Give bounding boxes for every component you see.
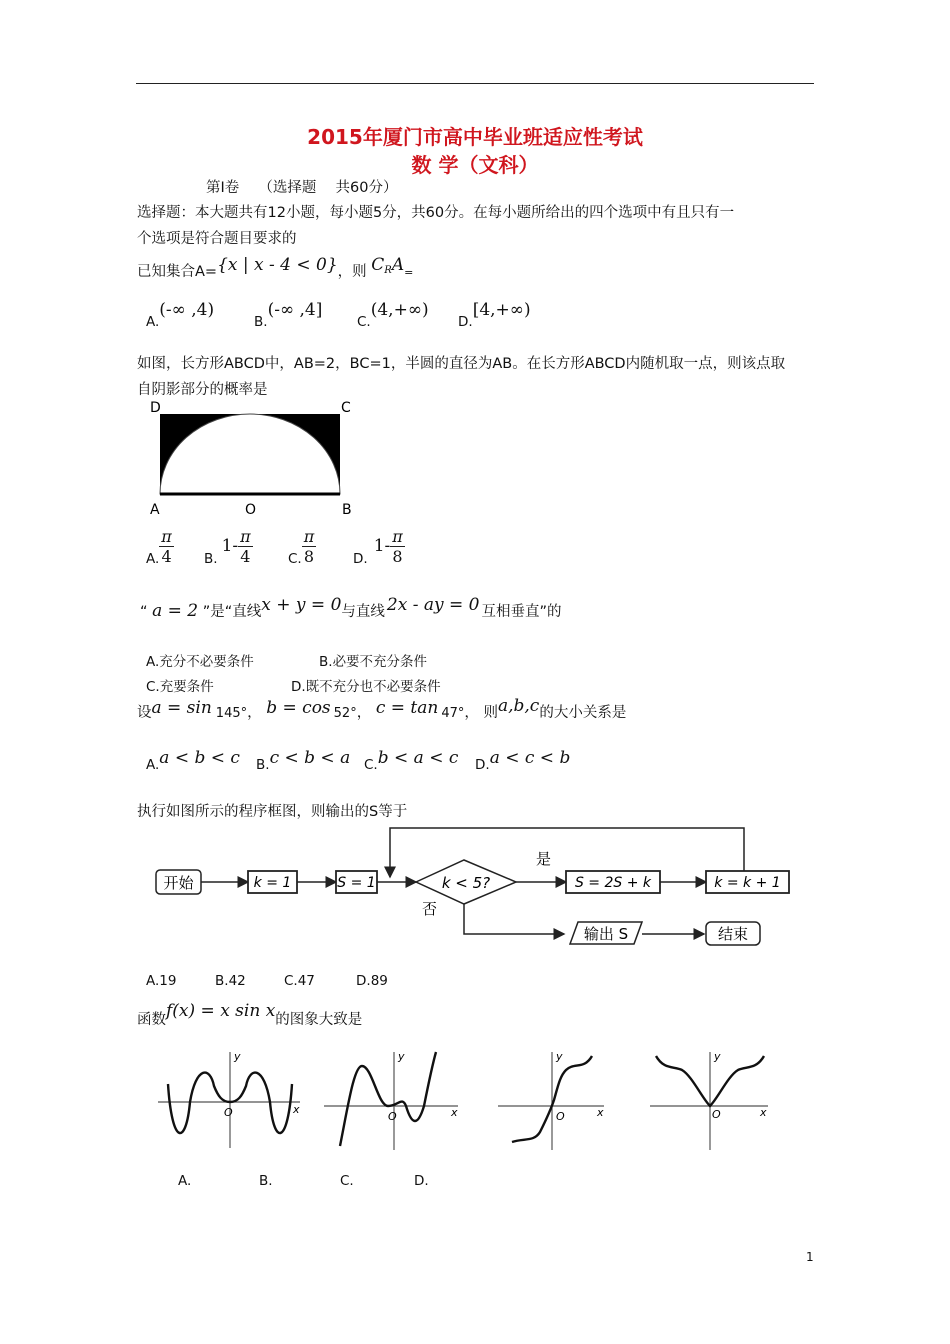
graph-a-label: A. xyxy=(178,1173,192,1189)
option-label: A. xyxy=(146,654,160,670)
q1-complement-sub: R xyxy=(384,265,392,276)
exam-title: 2015年厦门市高中毕业班适应性考试 xyxy=(307,125,643,149)
q4-option-b[interactable] xyxy=(256,748,351,773)
q6-stem xyxy=(137,1000,363,1028)
curve xyxy=(340,1052,436,1146)
graph-option-a[interactable] xyxy=(150,1046,310,1156)
label-a: A xyxy=(150,502,160,518)
option-label: A. xyxy=(146,314,160,330)
option-label: D. xyxy=(458,314,473,330)
q6-prefix: 函数 xyxy=(137,1012,166,1028)
q3-option-d[interactable] xyxy=(291,675,441,695)
y-axis-label: y xyxy=(234,1050,241,1063)
graph-option-b[interactable] xyxy=(318,1046,468,1156)
graph-option-c[interactable] xyxy=(494,1046,614,1156)
option-value: (4,+∞) xyxy=(370,300,429,320)
fraction-numerator: π xyxy=(240,527,251,546)
q6-suffix: 的图象大致是 xyxy=(275,1012,363,1028)
section-heading: 第Ⅰ卷 （选择题 共60分） xyxy=(206,180,398,196)
y-axis-label: y xyxy=(714,1050,721,1063)
origin-label: O xyxy=(712,1108,721,1121)
q2-option-c[interactable] xyxy=(288,527,316,566)
q3-condition: a = 2 xyxy=(152,601,199,621)
q5-option-a[interactable] xyxy=(146,973,176,989)
y-axis-label: y xyxy=(398,1050,405,1063)
fraction-denominator: 4 xyxy=(161,547,172,566)
subject-title: 数 学（文科） xyxy=(411,153,539,177)
fraction-numerator: π xyxy=(303,527,315,546)
q1-stem xyxy=(137,255,414,281)
origin-label: O xyxy=(556,1110,565,1123)
update-k-label: k = k + 1 xyxy=(714,875,781,891)
q4-option-c[interactable] xyxy=(364,748,459,773)
q4-comma: ， xyxy=(247,705,262,721)
q3-option-a[interactable] xyxy=(146,650,254,670)
q3-option-c[interactable] xyxy=(146,675,214,695)
x-axis-label: x xyxy=(451,1106,458,1119)
option-label: D. xyxy=(356,973,371,989)
option-prefix: 1- xyxy=(221,535,239,556)
q3-line-b: 2x - ay = 0 xyxy=(386,595,480,615)
q1-set: {x | x - 4 < 0} xyxy=(217,255,338,275)
label-d: D xyxy=(150,400,161,416)
q2-option-b[interactable] xyxy=(204,527,253,566)
graph-d-label: D. xyxy=(414,1173,429,1189)
x-axis-label: x xyxy=(760,1106,767,1119)
fraction-denominator: 8 xyxy=(392,547,403,566)
q4-prefix: 设 xyxy=(137,705,152,721)
option-value: (-∞ ,4] xyxy=(267,300,323,320)
option-value: 19 xyxy=(159,973,177,989)
option-label: B. xyxy=(204,550,218,567)
q5-option-c[interactable] xyxy=(284,973,315,989)
page-number: 1 xyxy=(806,1250,814,1264)
init-s-label: S = 1 xyxy=(337,875,376,891)
rectangle-semicircle-figure xyxy=(145,397,365,519)
arrow-no xyxy=(464,904,564,934)
option-label: C. xyxy=(364,757,378,773)
no-label: 否 xyxy=(422,900,438,918)
q4-option-a[interactable] xyxy=(146,748,240,773)
option-label: A. xyxy=(146,757,160,773)
option-label: D. xyxy=(291,679,306,695)
option-label: C. xyxy=(288,550,302,567)
option-text: 既不充分也不必要条件 xyxy=(305,679,441,695)
option-value: b < a < c xyxy=(377,748,459,768)
label-b: B xyxy=(342,502,352,518)
q3-stem xyxy=(140,595,562,621)
q4-a-degree: 145° xyxy=(215,706,248,721)
q3-text-3: 互相垂直”的 xyxy=(481,604,562,620)
option-label: B. xyxy=(319,654,333,670)
origin-label: O xyxy=(388,1110,397,1123)
q3-line-a: x + y = 0 xyxy=(261,595,342,615)
option-text: 必要不充分条件 xyxy=(332,654,428,670)
option-value: c < b < a xyxy=(269,748,351,768)
q4-b-expr: b = cos xyxy=(266,698,331,718)
q1-eq: = xyxy=(404,266,414,279)
end-label: 结束 xyxy=(717,925,749,943)
q1-option-c[interactable] xyxy=(357,300,429,330)
yes-label: 是 xyxy=(536,850,552,868)
option-value: [4,+∞) xyxy=(472,300,531,320)
q6-function: f(x) = x sin x xyxy=(166,1001,276,1021)
q4-then: 则 xyxy=(483,705,498,721)
option-value: 42 xyxy=(228,973,246,989)
q4-comma: ， xyxy=(356,705,372,721)
q1-var: A xyxy=(391,255,405,275)
q3-text-1: ”是“直线 xyxy=(202,604,262,620)
init-k-label: k = 1 xyxy=(253,875,292,891)
q1-option-b[interactable] xyxy=(254,300,323,330)
option-label: C. xyxy=(357,314,371,330)
option-prefix: 1- xyxy=(373,535,391,556)
option-label: C. xyxy=(146,679,160,695)
option-label: A. xyxy=(146,973,160,989)
q4-a-expr: a = sin xyxy=(151,698,212,718)
fraction-numerator: π xyxy=(161,527,172,546)
origin-label: O xyxy=(224,1106,233,1119)
q4-comma: ， xyxy=(464,705,479,721)
q4-c-degree: 47° xyxy=(441,706,465,721)
option-label: B. xyxy=(215,973,229,989)
condition-label: k < 5? xyxy=(441,874,491,892)
option-label: B. xyxy=(256,757,270,773)
q4-suffix: 的大小关系是 xyxy=(539,705,627,721)
q4-b-degree: 52° xyxy=(333,706,357,721)
q2-option-a[interactable] xyxy=(146,527,174,566)
fraction-numerator: π xyxy=(392,527,403,546)
fraction-denominator: 8 xyxy=(303,547,315,566)
q1-middle: ，则 xyxy=(337,264,367,280)
option-label: B. xyxy=(254,314,268,330)
graph-c-label: C. xyxy=(340,1173,354,1189)
label-c: C xyxy=(341,400,351,416)
option-text: 充要条件 xyxy=(159,679,214,695)
q2-stem-line-2: 自阴影部分的概率是 xyxy=(137,382,268,398)
q1-prefix: 已知集合A= xyxy=(137,264,218,280)
q4-option-d[interactable] xyxy=(475,748,571,773)
label-o: O xyxy=(245,502,257,518)
update-s-label: S = 2S + k xyxy=(574,875,652,891)
x-axis-label: x xyxy=(293,1103,300,1116)
q1-option-a[interactable] xyxy=(146,300,215,330)
q1-option-d[interactable] xyxy=(458,300,531,330)
option-label: A. xyxy=(146,550,160,567)
q1-complement: C xyxy=(371,255,385,275)
option-value: a < b < c xyxy=(159,748,240,768)
option-value: a < c < b xyxy=(489,748,571,768)
option-label: C. xyxy=(284,973,298,989)
instructions-line-1: 选择题：本大题共有12小题，每小题5分，共60分。在每小题所给出的四个选项中有且只有一 xyxy=(137,205,735,221)
graph-b-label: B. xyxy=(259,1173,273,1189)
q3-option-b[interactable] xyxy=(319,650,427,670)
q4-stem xyxy=(137,696,627,722)
instructions-line-2: 个选项是符合题目要求的 xyxy=(137,231,297,247)
output-label: 输出 S xyxy=(583,925,629,943)
option-text: 充分不必要条件 xyxy=(159,654,254,670)
q3-text-2: 与直线 xyxy=(341,604,385,620)
graph-option-d[interactable] xyxy=(646,1046,776,1156)
option-value: 47 xyxy=(297,973,315,989)
option-value: (-∞ ,4) xyxy=(159,300,215,320)
q4-c-expr: c = tan xyxy=(375,698,439,718)
y-axis-label: y xyxy=(556,1050,563,1063)
start-label: 开始 xyxy=(163,874,194,892)
q5-option-b[interactable] xyxy=(215,973,246,989)
q2-stem-line-1: 如图，长方形ABCD中，AB=2，BC=1，半圆的直径为AB。在长方形ABCD内随机取一点，则该点取 xyxy=(137,356,786,372)
q4-vars: a,b,c xyxy=(497,696,540,716)
q5-stem: 执行如图所示的程序框图，则输出的S等于 xyxy=(137,804,408,820)
flowchart xyxy=(140,822,820,952)
option-label: D. xyxy=(353,550,368,567)
option-value: 89 xyxy=(370,973,388,989)
header-rule xyxy=(136,83,814,84)
q5-option-d[interactable] xyxy=(356,973,388,989)
fraction-denominator: 4 xyxy=(240,547,251,566)
option-label: D. xyxy=(475,757,490,773)
x-axis-label: x xyxy=(597,1106,604,1119)
q2-option-d[interactable] xyxy=(353,527,405,566)
q3-open-quote: “ xyxy=(140,604,148,620)
